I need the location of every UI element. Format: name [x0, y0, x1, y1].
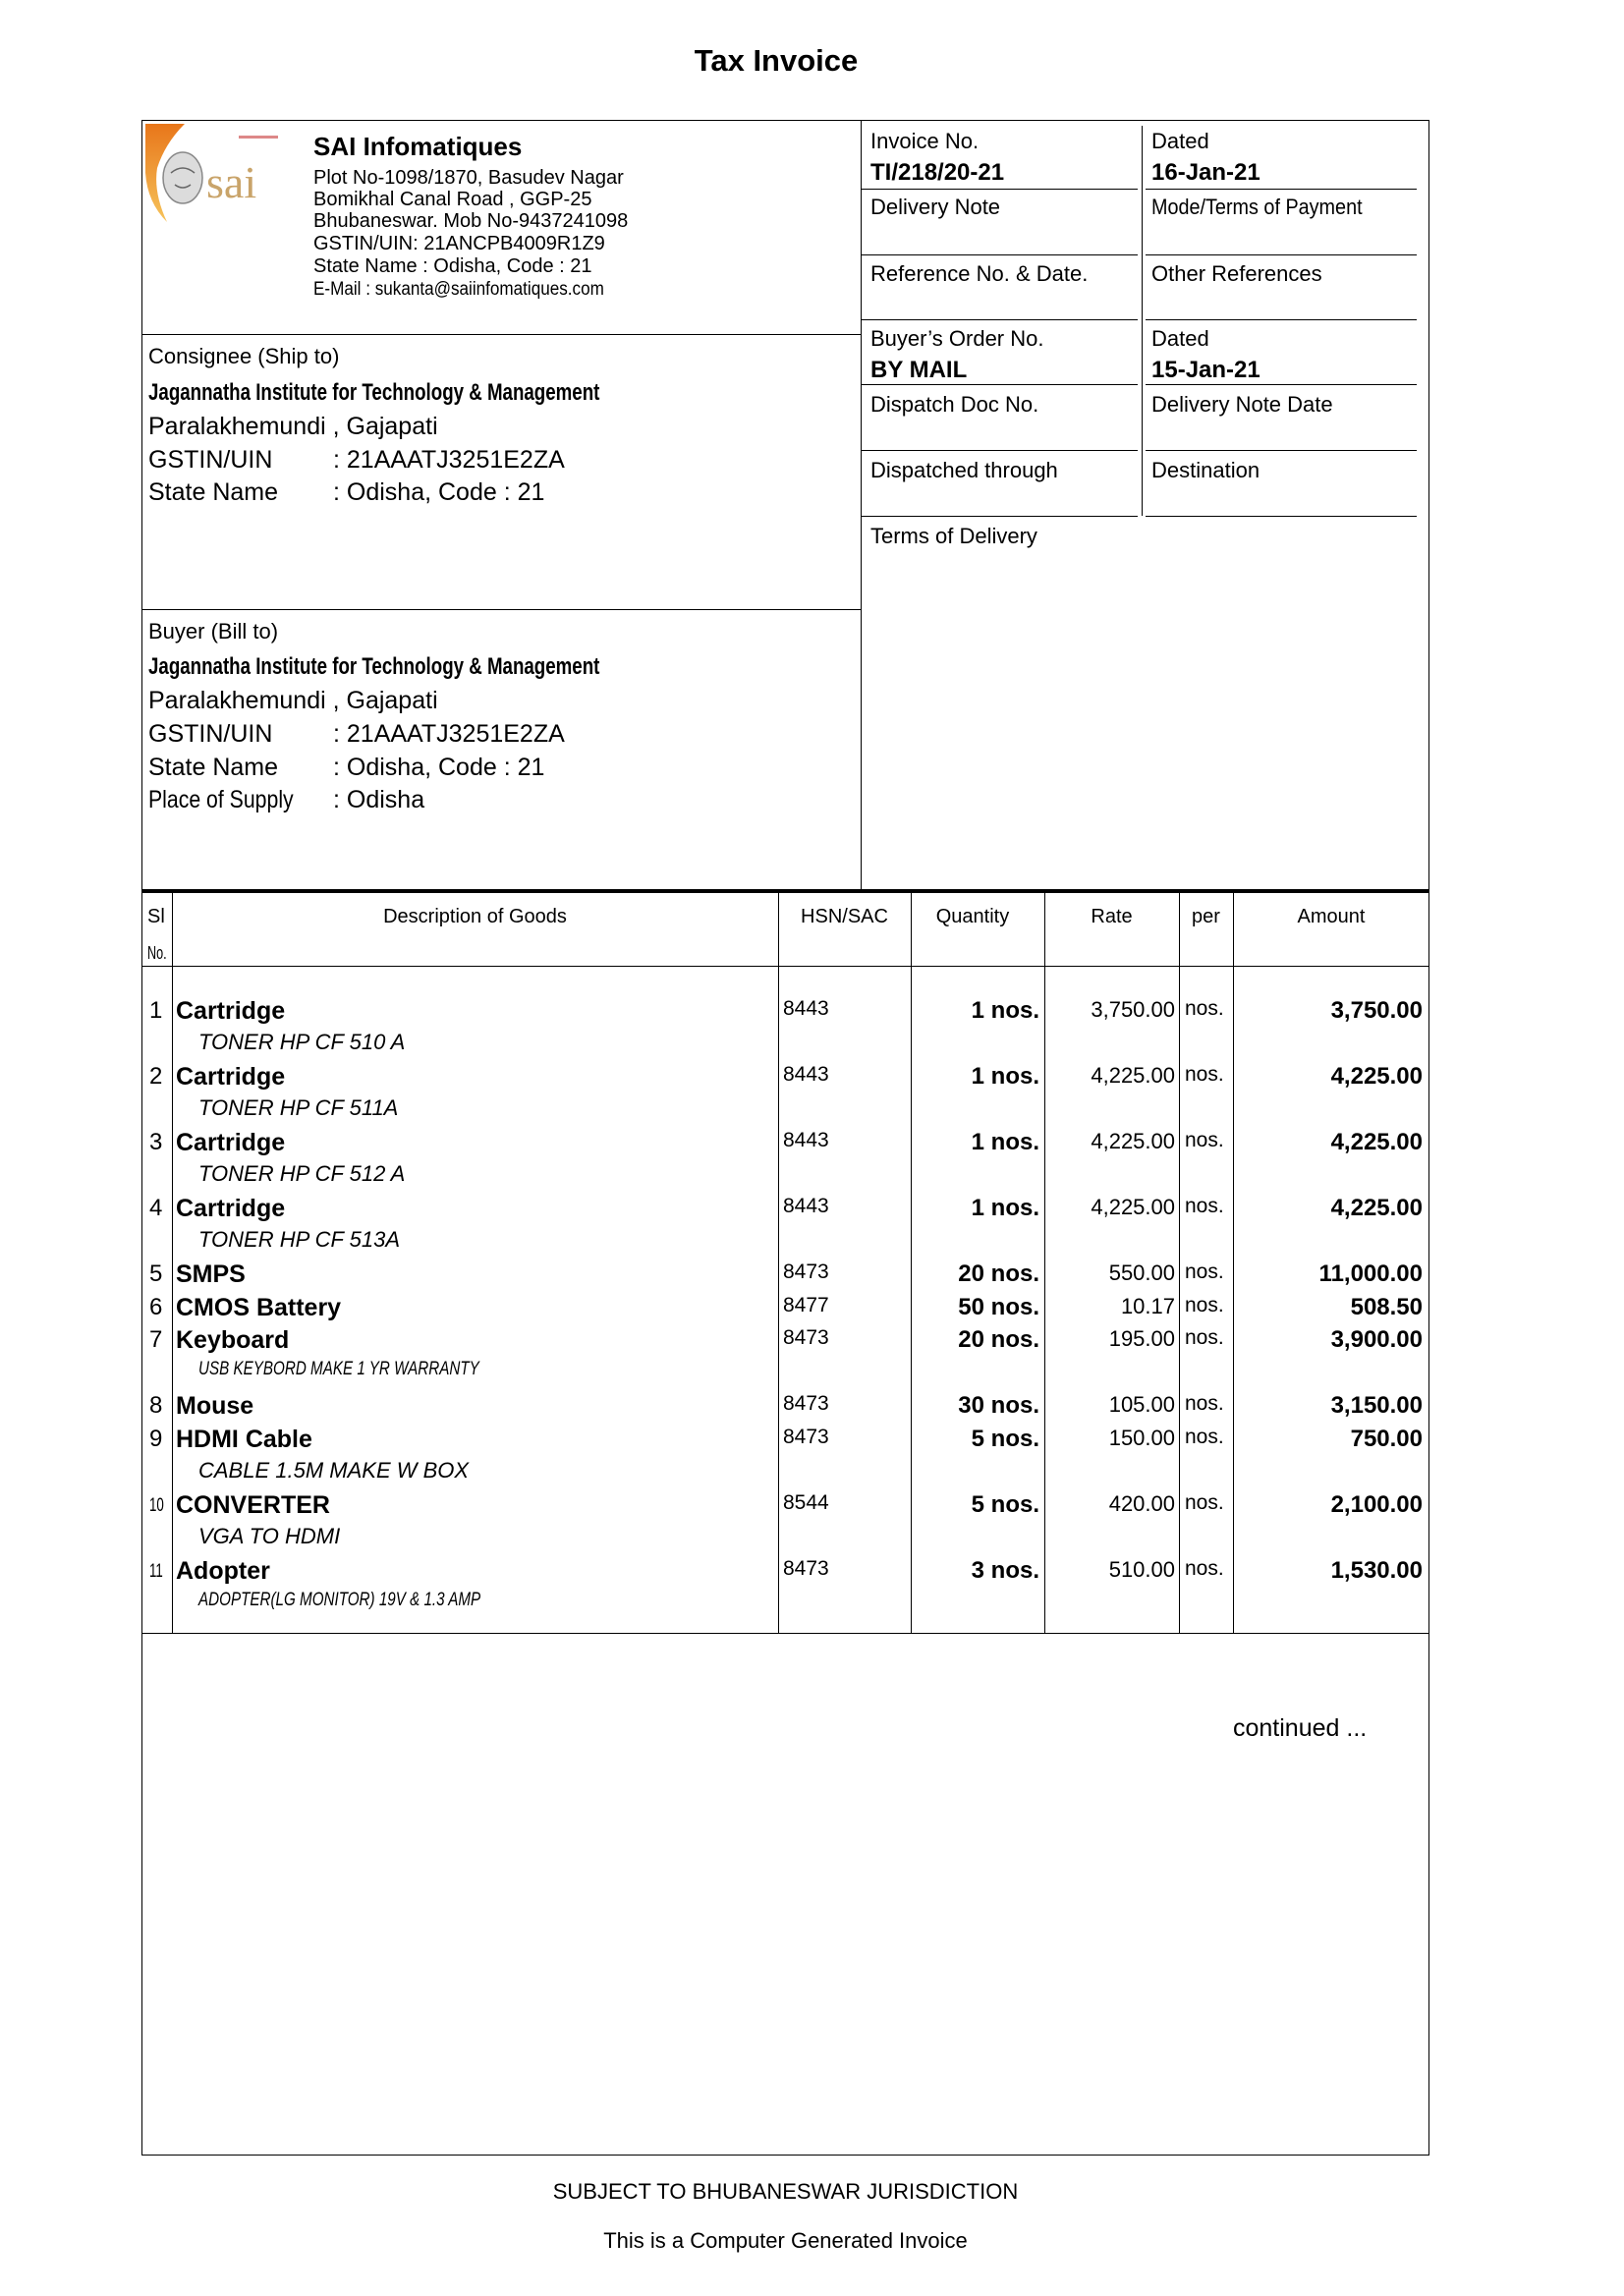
consignee-divider [141, 609, 861, 610]
seller-state: State Name : Odisha, Code : 21 [313, 255, 592, 277]
cell-amount: 4,225.00 [1330, 1195, 1423, 1221]
cell-rate: 420.00 [1108, 1490, 1175, 1516]
cell-hsn: 8443 [783, 997, 829, 1020]
cell-sl: 10 [149, 1494, 164, 1516]
cell-rate: 10.17 [1120, 1293, 1175, 1318]
cell-name: Mouse [176, 1392, 254, 1420]
delivery-note-date-label: Delivery Note Date [1151, 392, 1333, 417]
th-sl: Sl [147, 906, 165, 927]
meta-line [861, 319, 1138, 320]
cell-sl: 11 [149, 1560, 163, 1582]
cell-amount: 3,150.00 [1330, 1392, 1423, 1419]
meta-line [861, 189, 1138, 190]
cell-hsn: 8473 [783, 1556, 829, 1580]
cell-sub-description: TONER HP CF 512 A [198, 1161, 406, 1186]
cell-rate: 195.00 [1108, 1326, 1175, 1351]
cell-sl: 8 [149, 1392, 163, 1419]
cell-sl: 7 [149, 1326, 163, 1353]
cell-rate: 510.00 [1108, 1556, 1175, 1582]
reference-label: Reference No. & Date. [870, 261, 1089, 286]
dated-label: Dated [1151, 129, 1209, 153]
invoice-no-value: TI/218/20-21 [870, 159, 1005, 186]
cell-per: nos. [1185, 1326, 1224, 1349]
seller-gstin: GSTIN/UIN: 21ANCPB4009R1Z9 [313, 233, 605, 254]
continued-note: continued ... [1233, 1714, 1368, 1742]
cell-qty: 3 nos. [971, 1556, 1039, 1584]
cell-amount: 4,225.00 [1330, 1129, 1423, 1155]
cell-qty: 5 nos. [971, 1425, 1039, 1452]
cell-qty: 5 nos. [971, 1490, 1039, 1518]
col-divider-sl [172, 893, 173, 1633]
cell-per: nos. [1185, 1293, 1224, 1316]
cell-sl: 4 [149, 1195, 163, 1221]
table-header-bottom [141, 966, 1429, 967]
meta-column-divider [1142, 126, 1143, 516]
field-value: : Odisha, Code : 21 [333, 754, 545, 781]
cell-amount: 508.50 [1350, 1293, 1423, 1320]
invoice-no-label: Invoice No. [870, 129, 980, 153]
cell-sub-description: TONER HP CF 511A [198, 1095, 399, 1120]
cell-hsn: 8473 [783, 1260, 829, 1283]
seller-divider [141, 334, 861, 335]
meta-line [1146, 516, 1417, 517]
col-divider-desc [778, 893, 779, 1633]
seller-address-line: Bhubaneswar. Mob No-9437241098 [313, 210, 629, 232]
header-vertical-divider [861, 120, 862, 889]
cell-sub-description: ADOPTER(LG MONITOR) 19V & 1.3 AMP [198, 1589, 481, 1610]
cell-sl: 6 [149, 1293, 163, 1320]
field-value: : Odisha, Code : 21 [333, 478, 545, 506]
buyer-place-of-supply-row [148, 786, 424, 814]
cell-qty: 1 nos. [971, 997, 1039, 1024]
jurisdiction-note: SUBJECT TO BHUBANESWAR JURISDICTION [552, 2179, 1019, 2204]
cell-rate: 4,225.00 [1091, 1129, 1175, 1153]
consignee-gstin-row [148, 446, 565, 475]
meta-line [1146, 450, 1417, 451]
cell-sub-description: USB KEYBORD MAKE 1 YR WARRANTY [198, 1359, 479, 1379]
cell-hsn: 8544 [783, 1490, 829, 1514]
cell-sl: 5 [149, 1260, 163, 1287]
cell-hsn: 8473 [783, 1392, 829, 1415]
col-divider-hsn [911, 893, 912, 1633]
buyers-order-label: Buyer’s Order No. [870, 326, 1044, 351]
cell-sub-description: VGA TO HDMI [198, 1523, 341, 1548]
cell-sl: 1 [149, 997, 163, 1024]
buyer-state-row [148, 754, 544, 782]
cell-rate: 3,750.00 [1091, 997, 1175, 1022]
cell-rate: 550.00 [1108, 1260, 1175, 1285]
cell-amount: 3,750.00 [1330, 997, 1423, 1024]
field-key: State Name [148, 478, 279, 506]
cell-per: nos. [1185, 1063, 1224, 1086]
cell-amount: 4,225.00 [1330, 1063, 1423, 1090]
consignee-state-row [148, 478, 544, 507]
seller-address-line: Plot No-1098/1870, Basudev Nagar [313, 167, 624, 189]
cell-per: nos. [1185, 1195, 1224, 1217]
field-value: : 21AAATJ3251E2ZA [333, 720, 565, 748]
th-per: per [1192, 906, 1220, 927]
cell-rate: 4,225.00 [1091, 1063, 1175, 1088]
field-key: State Name [148, 754, 279, 781]
cell-qty: 1 nos. [971, 1195, 1039, 1221]
col-divider-rate [1179, 893, 1180, 1633]
buyers-order-value: BY MAIL [870, 357, 968, 383]
buyer-name: Jagannatha Institute for Technology & Management [148, 653, 600, 680]
cell-name: Cartridge [176, 997, 286, 1025]
cell-hsn: 8473 [783, 1425, 829, 1448]
meta-line [1146, 319, 1417, 320]
cell-qty: 50 nos. [958, 1293, 1039, 1320]
field-value: : Odisha [333, 786, 425, 813]
cell-per: nos. [1185, 1392, 1224, 1415]
dispatch-doc-label: Dispatch Doc No. [870, 392, 1039, 417]
seller-email: E-Mail : sukanta@saiinfomatiques.com [313, 279, 604, 300]
mode-terms-label: Mode/Terms of Payment [1151, 195, 1363, 219]
cell-name: Cartridge [176, 1195, 286, 1222]
seller-name: SAI Infomatiques [313, 132, 523, 161]
cell-qty: 20 nos. [958, 1326, 1039, 1353]
col-divider-qty [1044, 893, 1045, 1633]
cell-qty: 1 nos. [971, 1129, 1039, 1155]
cell-name: HDMI Cable [176, 1425, 312, 1453]
meta-line [861, 516, 1138, 517]
cell-per: nos. [1185, 997, 1224, 1020]
meta-line [1146, 254, 1417, 255]
cell-name: CONVERTER [176, 1490, 330, 1519]
destination-label: Destination [1151, 458, 1260, 482]
seller-address-line: Bomikhal Canal Road , GGP-25 [313, 189, 592, 210]
buyer-heading: Buyer (Bill to) [148, 619, 279, 644]
cell-amount: 750.00 [1350, 1425, 1423, 1452]
cell-sub-description: TONER HP CF 510 A [198, 1030, 406, 1054]
cell-hsn: 8443 [783, 1129, 829, 1151]
cell-amount: 11,000.00 [1318, 1260, 1423, 1287]
meta-line [861, 384, 1138, 385]
company-logo [145, 124, 293, 232]
cell-per: nos. [1185, 1556, 1224, 1580]
cell-hsn: 8477 [783, 1293, 829, 1316]
cell-per: nos. [1185, 1425, 1224, 1448]
cell-per: nos. [1185, 1260, 1224, 1283]
th-rate: Rate [1091, 906, 1133, 927]
logo-text: sai [206, 157, 257, 207]
cell-sl: 3 [149, 1129, 163, 1155]
consignee-heading: Consignee (Ship to) [148, 344, 340, 368]
order-dated-value: 15-Jan-21 [1151, 357, 1260, 383]
cell-qty: 30 nos. [958, 1392, 1039, 1419]
field-key: GSTIN/UIN [148, 720, 273, 748]
cell-sub-description: TONER HP CF 513A [198, 1227, 400, 1252]
th-sl-no: No. [147, 943, 167, 963]
cell-name: SMPS [176, 1260, 246, 1288]
cell-amount: 1,530.00 [1330, 1556, 1423, 1584]
computer-generated-note: This is a Computer Generated Invoice [603, 2228, 968, 2253]
cell-name: Keyboard [176, 1326, 290, 1354]
th-hsn: HSN/SAC [801, 906, 888, 927]
table-top-border [141, 889, 1429, 893]
page-title: Tax Invoice [694, 43, 859, 78]
terms-of-delivery-label: Terms of Delivery [870, 524, 1037, 548]
meta-line [1146, 189, 1417, 190]
delivery-note-label: Delivery Note [870, 195, 1001, 219]
consignee-name: Jagannatha Institute for Technology & Management [148, 379, 600, 406]
cell-qty: 20 nos. [958, 1260, 1039, 1287]
cell-hsn: 8443 [783, 1063, 829, 1086]
other-references-label: Other References [1151, 261, 1322, 286]
field-key: Place of Supply [148, 786, 294, 813]
th-quantity: Quantity [935, 906, 1010, 927]
col-divider-per [1233, 893, 1234, 1633]
cell-name: Cartridge [176, 1063, 286, 1091]
cell-qty: 1 nos. [971, 1063, 1039, 1090]
cell-per: nos. [1185, 1129, 1224, 1151]
meta-line [1146, 384, 1417, 385]
field-value: : 21AAATJ3251E2ZA [333, 446, 565, 474]
cell-name: Adopter [176, 1556, 270, 1585]
dated-value: 16-Jan-21 [1151, 159, 1260, 186]
cell-amount: 2,100.00 [1330, 1490, 1423, 1518]
cell-hsn: 8443 [783, 1195, 829, 1217]
buyer-address: Paralakhemundi , Gajapati [148, 687, 438, 714]
cell-sub-description: CABLE 1.5M MAKE W BOX [198, 1457, 470, 1483]
cell-sl: 2 [149, 1063, 163, 1090]
cell-rate: 150.00 [1108, 1425, 1175, 1450]
table-bottom-border [141, 1633, 1429, 1634]
meta-line [861, 254, 1138, 255]
cell-name: CMOS Battery [176, 1293, 342, 1321]
cell-per: nos. [1185, 1490, 1224, 1514]
cell-name: Cartridge [176, 1129, 286, 1156]
cell-sl: 9 [149, 1425, 163, 1452]
cell-rate: 4,225.00 [1091, 1195, 1175, 1219]
order-dated-label: Dated [1151, 326, 1209, 351]
consignee-address: Paralakhemundi , Gajapati [148, 413, 438, 440]
th-amount: Amount [1297, 906, 1366, 927]
cell-hsn: 8473 [783, 1326, 829, 1349]
th-description: Description of Goods [383, 906, 567, 927]
cell-amount: 3,900.00 [1330, 1326, 1423, 1353]
cell-rate: 105.00 [1108, 1392, 1175, 1417]
buyer-gstin-row [148, 720, 565, 749]
meta-line [861, 450, 1138, 451]
dispatched-through-label: Dispatched through [870, 458, 1058, 482]
field-key: GSTIN/UIN [148, 446, 273, 474]
